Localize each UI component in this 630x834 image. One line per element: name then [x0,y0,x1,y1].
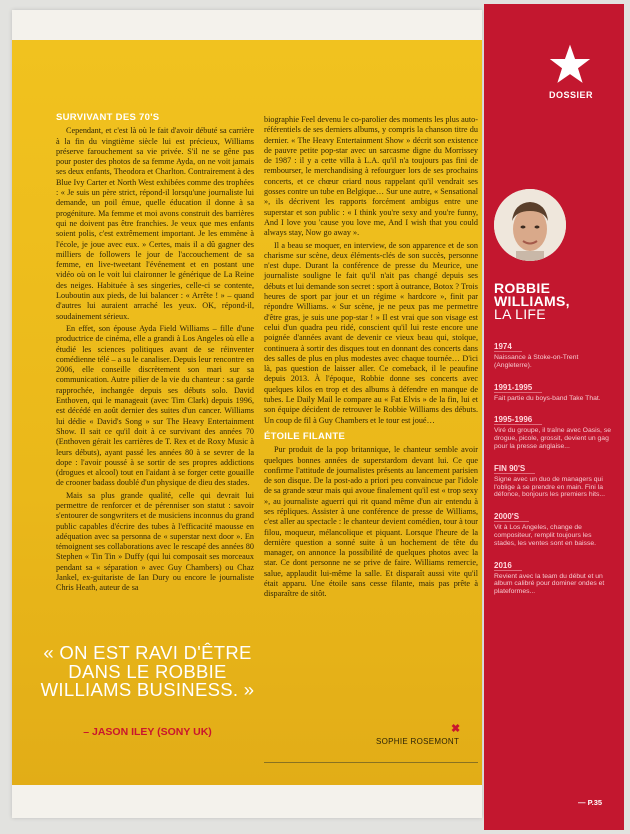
timeline [494,336,614,603]
timeline-text: Fait partie du boys-band Take That. [494,394,601,402]
column-left [56,113,254,596]
paragraph: biographie Feel devenu le co-parolier des moments les plus auto-référentiels de ses derniers albums, y compris la chanson titre du dernier. « The Heavy Entertainment Show » décrit son existence de pauvre petite pop-star avec un sarcasme digne du Morrissey de 1987 : il y a cette villa à L.A. qu'il n'a toujours pas fini de rembourser, le merchandising à refourguer lors de ses prochains concerts, et ce chœur criard nous rappelant qu'il vendrait ses gosses contre un tube en Belgique… Sur une autre, « Sensational », ils décrivent les rapports forcément ambigus entre une superstar et son public : « I think you're sexy and you're funny, And I love you 'cause you love me, And I wish that you could always stay, Now go away ». [264,115,478,238]
star-icon [549,43,591,85]
pull-quote-author: – JASON ILEY (SONY UK) [83,726,212,738]
author-signature: SOPHIE ROSEMONT [376,737,460,746]
timeline-item [494,377,614,403]
timeline-text: Vit à Los Angeles, change de compositeur, remplit toujours les stades, les ventes sont en baisse. [494,524,597,547]
timeline-item [494,458,614,499]
pull-quote: « ON EST RAVI D'ÊTRE DANS LE ROBBIE WILLIAMS BUSINESS. » [40,642,255,700]
sidebar-title [494,282,570,321]
timeline-text: Revient avec la team du début et un album calibré pour dominer ondes et plateformes... [494,572,605,596]
timeline-year: 2016 [494,561,522,571]
paragraph: Mais sa plus grande qualité, celle qui devrait lui permettre de renforcer et de pérenniser son statut : savoir s'entourer de songwriters et de musiciens inconnus du grand public capables d'écrire des tubes à l'efficacité maousse en adéquation avec sa personna de « superstar next door ». En témoignent ses collaborations avec le rescapé des années 80 Stephen « Tin Tin » Duffy (qui lui composait ses morceaux pendant sa « séparation » avec Guy Chambers) ou Chaz Jankel, ex-guitariste de Ian Dury ou encore le journaliste Chris Heath, auteur de sa [56,490,254,593]
section-label: DOSSIER [549,90,594,100]
timeline-item [494,409,614,450]
title-line: WILLIAMS, [494,293,570,309]
timeline-year: 1974 [494,342,522,352]
timeline-text: Viré du groupe, il traîne avec Oasis, se drogue, picole, grossit, devient un gag pour la presse anglaise... [494,427,611,450]
timeline-year: 1991-1995 [494,383,542,393]
heading-survivant: SURVIVANT DES 70'S [56,112,160,123]
heading-etoile-filante: ÉTOILE FILANTE [264,430,346,442]
paragraph: En effet, son épouse Ayda Field Williams – fille d'une productrice de cinéma, elle a grandi à Los Angeles où elle a étudié les sciences politiques avant de se réinventer comédienne télé – a su le canaliser. Depuis leur rencontre en 2006, elle conseille discrètement son mari sur sa communication. Autre pilier de la vie du chanteur : sa garde rapprochée, inchangée depuis ses débuts solo. David Enthoven, qui le manageait (avec Tim Clark) depuis 1996, est décédé en août dernier des suites d'un cancer. Williams lui dédie « David's Song » sur The Heavy Entertainment Show. Il sait ce qu'il doit à ce survivant des années 70 (Enthoven gérait les carrières de T. Rex et de Roxy Music à leurs débuts), ayant passé les années 80 à se sevrer de la dope : l'avoir poussé à se sortir de ses propres addictions (drogues et alcool) tout en l'aidant à se forger cette gouaille de crooner badass doublé d'un physique de dieu des stades. [56,323,255,488]
title-line: LA LIFE [494,306,546,322]
timeline-text: Naissance à Stoke-on-Trent (Angleterre). [494,354,579,369]
robbie-williams-portrait [494,189,566,261]
paragraph: Pur produit de la pop britannique, le chanteur semble avoir quelques bonnes années de superstardom devant lui. Ce que confirme l'attitude de journalistes présents au lancement parisien de son disque. De la post-ado a priori peu convaincue par l'idole de sa grande sœur mais qui avoue finalement qu'il est « trop sexy », au journaliste aguerri qui rit quand même d'un air entendu à ses répliques. Assister à une conférence de presse de Williams, c'est aller au spectacle : le chanteur devient comédien, tour à tour filou, moqueur, mélancolique et piquant. Lorsque l'heure de la dernière question a sonné suite à un hochement de tête du manager, on annonce la possibilité de quelques photos avec la star. Ce dont personne ne se prive de faire. Williams remercie, salue, applaudit lui-même la salle. Et disparaît aussi vite qu'il était apparu. Une étoile sans cesse filante, mais pas prête à disparaître de sitôt. [264,445,478,599]
title-line: ROBBIE [494,280,551,296]
timeline-year: FIN 90'S [494,464,535,474]
paragraph: Il a beau se moquer, en interview, de son apparence et de son charisme sur scène, deux éléments-clés de son succès, personne n'est dupe. Durant la conférence de presse du Meurice, une journaliste souligne le fait qu'il n'ait pas changé depuis ses débuts et lui demande son secret : sport à outrance, Botox ? Trois heures de sport par jour et un régime « hardcore », finit par répondre Williams. « Sur scène, je ne peux pas me permettre d'être gras, je suis une pop-star ! » Il est vrai que son visage est celui d'un quadra peu ridé, conscient qu'il lui reste encore une poignée d'années avant de devenir ce vieux beau qui, stoïque, continuera à sortir des disques tout en donnant des concerts dans des salles de plus en plus modestes avec chaque tournée… D'ici là, pas question de laisser aller. Ce comeback, il le peaufine depuis 2013. À l'époque, Robbie donne ses concerts avec quelques kilos en trop et des albums à défendre en manque de tubes. Le Daily Mail le compare au « Fat Elvis » de la fin, lui et son équipe décident de retrouver le Robbie Williams des débuts. Un coup de fil à Guy Chambers et le tour est joué… [264,240,478,425]
column-right [264,115,478,602]
paragraph: Cependant, et c'est là où le fait d'avoir débuté sa carrière à la fin du vingtième siècle lui est précieux, Williams préserve farouchement sa vie privée. S'il ne se gêne pas pour poster des photos de sa femme Ayda, on ne voit jamais ses deux enfants, Theodora et Charlton. Contrairement à des Blue Ivy Carter et North West exhibées comme des trophées : « Je suis un père strict, répond-il lorsqu'une journaliste lui demande, un poil émue, quelle éducation il donne à sa progéniture. Ma femme et moi avons construit des barrières qui ne doivent pas être franchies. Je veux que mes enfants soient polis, c'est extrêmement important. Je les emmène à l'école, je joue avec eux. » Certes, mais il a dû gagner des milliers de followers le jour de l'accouchement de sa femme, en live-tweetant l'événement et en postant une vidéo où on le voit lui claironner le générique de La Reine des neiges. Habituée à ses singeries, celle-ci se contente, Louboutin aux pieds, de lui balancer : « Arrête ! » – quand d'autres lui auraient arraché les yeux. OK, répond-il, soudainement sérieux. [56,126,254,321]
timeline-item [494,506,614,547]
end-mark-icon: ✖ [451,723,461,735]
timeline-text: Signe avec un duo de managers qui l'oblige à se prendre en main. Fini la défonce, bonjours les premiers hits... [494,475,606,499]
timeline-item [494,336,614,370]
page-number: — P.35 [578,798,603,807]
signature-rule [264,762,478,763]
timeline-item [494,555,614,596]
timeline-year: 2000'S [494,512,529,522]
timeline-year: 1995-1996 [494,415,542,425]
